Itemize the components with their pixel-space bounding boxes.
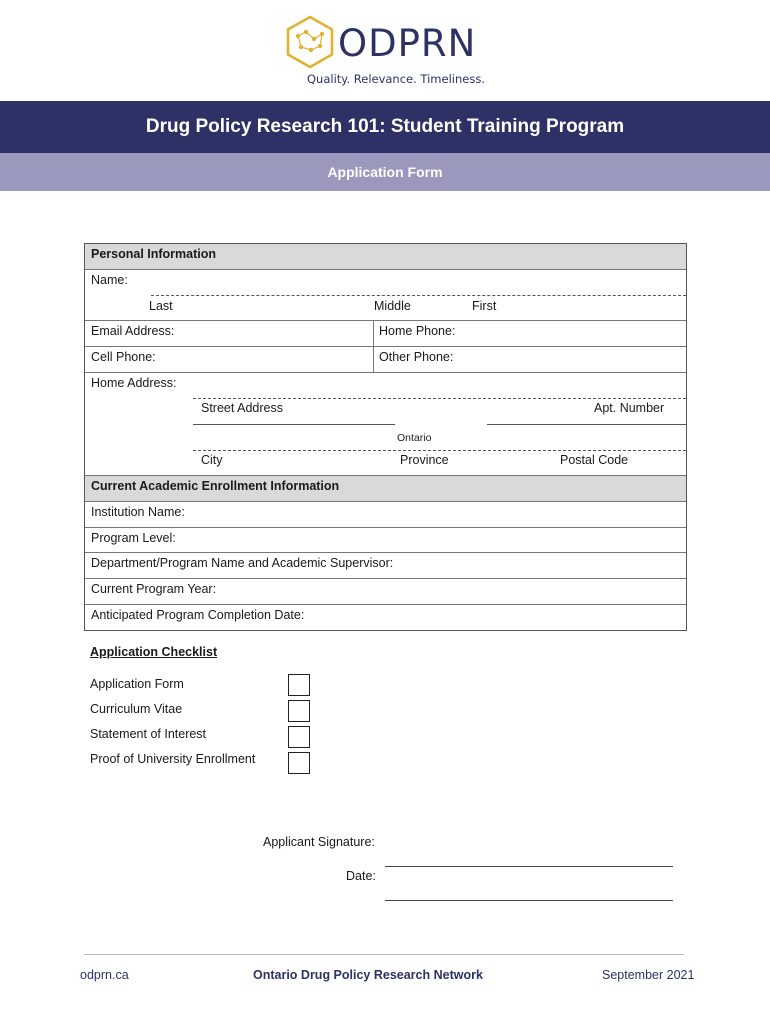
curriculum-vitae-checkbox[interactable] (288, 700, 310, 722)
checklist-item-label: Application Form (90, 677, 184, 691)
cell-phone-field[interactable]: Cell Phone: (91, 350, 156, 364)
section-title: Current Academic Enrollment Information (91, 479, 340, 493)
program-level-row[interactable] (85, 528, 686, 553)
logo-wordmark: ODPRN (338, 22, 477, 65)
program-year-field: Current Program Year: (91, 582, 217, 596)
footer-organization: Ontario Drug Policy Research Network (253, 968, 483, 982)
footer-divider (84, 954, 684, 955)
last-name-caption: Last (149, 299, 173, 313)
program-year-row[interactable] (85, 579, 686, 605)
other-phone-field[interactable]: Other Phone: (379, 350, 454, 364)
department-row[interactable] (85, 553, 686, 579)
checklist-title: Application Checklist (90, 645, 218, 659)
statement-of-interest-checkbox[interactable] (288, 726, 310, 748)
cell-row (85, 347, 686, 373)
province-caption: Province (400, 453, 449, 467)
institution-row[interactable] (85, 502, 686, 528)
date-label: Date: (346, 869, 376, 883)
email-row (85, 321, 686, 347)
logo-tagline: Quality. Relevance. Timeliness. (307, 72, 485, 86)
section-title: Personal Information (91, 247, 217, 261)
postal-code-caption: Postal Code (560, 453, 629, 467)
section-header-personal (85, 244, 686, 270)
middle-name-caption: Middle (374, 299, 411, 313)
first-name-caption: First (472, 299, 497, 313)
footer-date: September 2021 (602, 968, 695, 982)
applicant-signature-label: Applicant Signature: (263, 835, 375, 849)
department-field: Department/Program Name and Academic Supervisor: (91, 556, 394, 570)
proof-of-enrollment-checkbox[interactable] (288, 752, 310, 774)
street-line (193, 424, 395, 425)
home-phone-field[interactable]: Home Phone: (379, 324, 456, 338)
apt-caption: Apt. Number (594, 401, 665, 415)
email-field[interactable]: Email Address: (91, 324, 175, 338)
signature-line[interactable] (385, 866, 673, 867)
home-address-label: Home Address: (91, 376, 177, 390)
name-row[interactable] (85, 270, 686, 321)
home-address-row[interactable] (85, 373, 686, 476)
city-caption: City (201, 453, 223, 467)
address-underline-2 (193, 450, 686, 451)
application-form-table (84, 243, 687, 631)
date-line[interactable] (385, 900, 673, 901)
institution-field: Institution Name: (91, 505, 185, 519)
application-form-checkbox[interactable] (288, 674, 310, 696)
program-level-field: Program Level: (91, 531, 176, 545)
checklist-item-label: Statement of Interest (90, 727, 207, 741)
footer-website: odprn.ca (80, 968, 129, 982)
name-label: Name: (91, 273, 128, 287)
address-underline-1 (193, 398, 686, 399)
street-caption: Street Address (201, 401, 283, 415)
page-subtitle: Application Form (0, 153, 770, 191)
cell-divider (373, 347, 374, 373)
apt-line (487, 424, 686, 425)
province-value: Ontario (397, 432, 432, 444)
section-header-academic (85, 476, 686, 502)
cell-divider (373, 321, 374, 347)
name-underline (151, 295, 686, 296)
completion-date-row[interactable] (85, 605, 686, 630)
checklist-item-label: Curriculum Vitae (90, 702, 183, 716)
completion-date-field: Anticipated Program Completion Date: (91, 608, 305, 622)
page-title: Drug Policy Research 101: Student Training Program (0, 101, 770, 153)
checklist-item-label: Proof of University Enrollment (90, 752, 256, 766)
hexagon-network-icon (284, 14, 336, 70)
